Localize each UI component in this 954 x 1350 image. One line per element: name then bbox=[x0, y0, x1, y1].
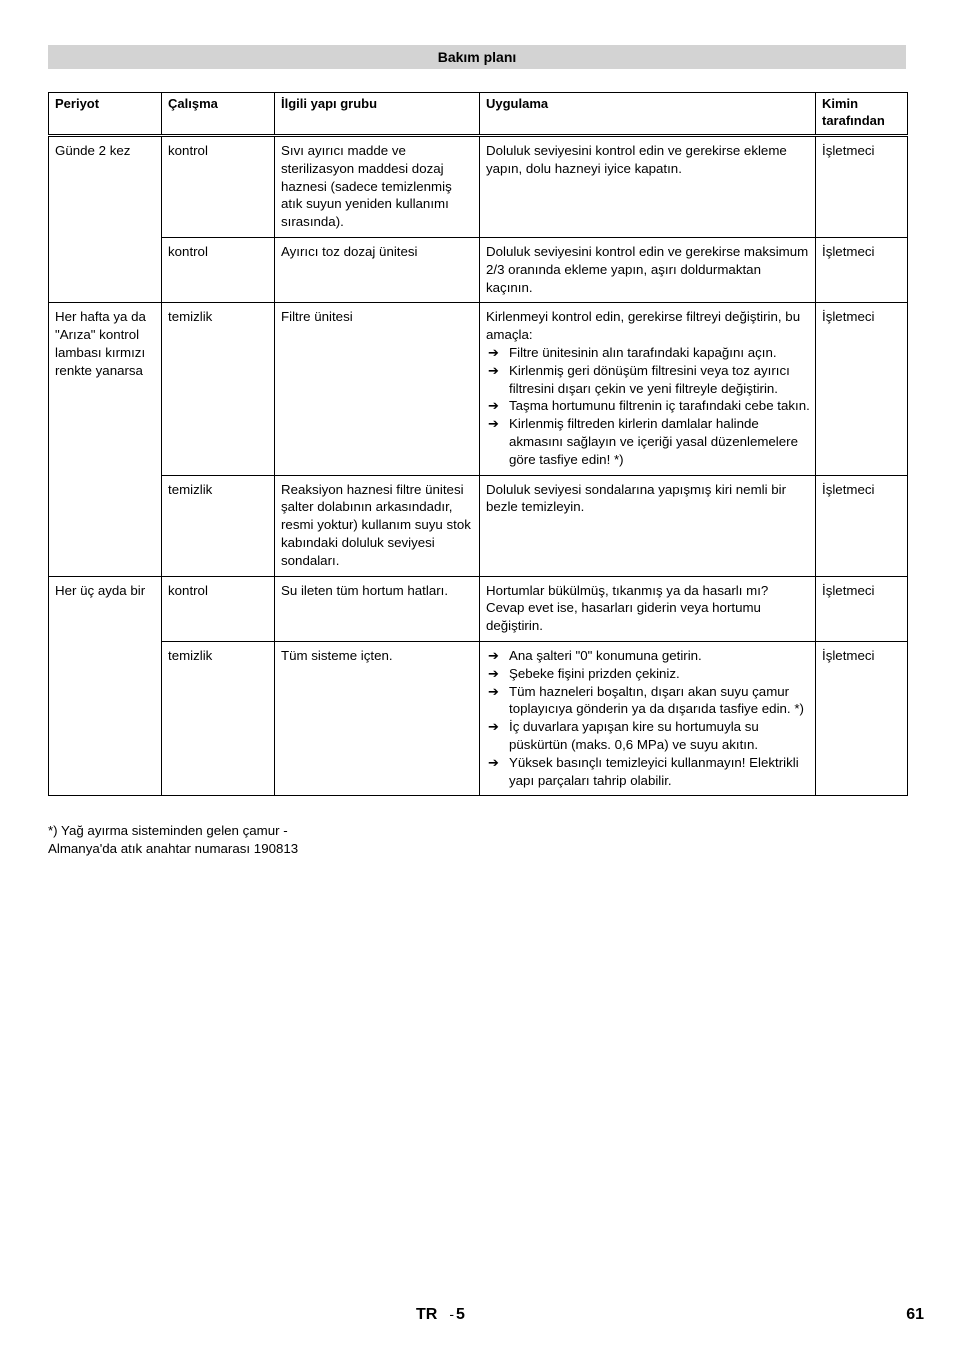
cell-application bbox=[480, 237, 816, 302]
header-period: Periyot bbox=[49, 93, 162, 136]
step-item: ➔ Kirlenmiş geri dönüşüm filtresini veya toz ayırıcı filtresini dışarı çekin ve yeni filtreyle değiştirin. bbox=[488, 362, 790, 396]
footer-section: 5 bbox=[456, 1306, 465, 1323]
cell-period: Her üç ayda bir bbox=[49, 576, 162, 796]
footnote-line: *) Yağ ayırma sisteminden gelen çamur - bbox=[48, 823, 288, 838]
footnote bbox=[48, 822, 298, 858]
table-header-row bbox=[49, 93, 908, 136]
cell-work: temizlik bbox=[162, 641, 275, 795]
cell-work: kontrol bbox=[162, 237, 275, 302]
cell-application bbox=[480, 303, 816, 475]
cell-group: Filtre ünitesi bbox=[275, 303, 480, 475]
cell-period: Her hafta ya da "Arıza" kontrol lambası kırmızı renkte yanarsa bbox=[49, 303, 162, 576]
header-work: Çalışma bbox=[162, 93, 275, 136]
cell-group: Su ileten tüm hortum hatları. bbox=[275, 576, 480, 641]
step-item: ➔ Filtre ünitesinin alın tarafındaki kapağını açın. bbox=[488, 344, 777, 360]
cell-work: temizlik bbox=[162, 303, 275, 475]
page-number: 61 bbox=[906, 1306, 924, 1323]
cell-group: Ayırıcı toz dozaj ünitesi bbox=[275, 237, 480, 302]
arrow-right-icon: ➔ bbox=[488, 362, 499, 378]
step-item: ➔ Ana şalteri "0" konumuna getirin. bbox=[488, 647, 702, 663]
footnote-line: Almanya'da atık anahtar numarası 190813 bbox=[48, 841, 299, 856]
application-text: Hortumlar bükülmüş, tıkanmış ya da hasarlı mı? Cevap evet ise, hasarları giderin veya hortumu değiştirin. bbox=[486, 582, 769, 634]
cell-application bbox=[480, 576, 816, 641]
cell-who: İşletmeci bbox=[816, 136, 908, 238]
step-list bbox=[486, 344, 810, 469]
cell-who: İşletmeci bbox=[816, 475, 908, 576]
table-row bbox=[49, 641, 908, 795]
table-row bbox=[49, 303, 908, 475]
footer-lang: TR bbox=[416, 1306, 438, 1323]
cell-who: İşletmeci bbox=[816, 303, 908, 475]
table-row bbox=[49, 576, 908, 641]
arrow-right-icon: ➔ bbox=[488, 344, 499, 360]
step-item: ➔ Şebeke fişini prizden çekiniz. bbox=[488, 665, 680, 681]
step-item: ➔ İç duvarlara yapışan kire su hortumuyla su püskürtün (maks. 0,6 MPa) ve suyu akıtın. bbox=[488, 719, 759, 752]
step-item: ➔ Kirlenmiş filtreden kirlerin damlalar halinde akmasını sağlayın ve içeriği yasal düzenlemelere göre tasfiye edin! *) bbox=[488, 416, 798, 467]
maintenance-table bbox=[48, 92, 908, 796]
application-text: Doluluk seviyesini kontrol edin ve gerekirse ekleme yapın, dolu hazneyi iyice kapatın. bbox=[486, 143, 787, 176]
application-text: Kirlenmeyi kontrol edin, gerekirse filtreyi değiştirin, bu amaçla: bbox=[486, 309, 801, 343]
cell-who: İşletmeci bbox=[816, 641, 908, 795]
step-list bbox=[486, 647, 810, 789]
arrow-right-icon: ➔ bbox=[488, 647, 499, 663]
header-who: Kimin tarafından bbox=[816, 93, 908, 136]
cell-who: İşletmeci bbox=[816, 576, 908, 641]
header-group: İlgili yapı grubu bbox=[275, 93, 480, 136]
step-item: ➔ Tüm hazneleri boşaltın, dışarı akan suyu çamur toplayıcıya gönderin ya da dışarıda tasfiye edin. *) bbox=[488, 683, 804, 717]
arrow-right-icon: ➔ bbox=[488, 754, 499, 770]
cell-group: Reaksiyon haznesi filtre ünitesi şalter dolabının arkasındadır, resmi yoktur) kullanım suyu stok kabındaki doluluk seviyesi sondaları. bbox=[275, 475, 480, 576]
cell-application bbox=[480, 475, 816, 576]
table-row bbox=[49, 475, 908, 576]
application-text: Doluluk seviyesi sondalarına yapışmış kiri nemli bir bezle temizleyin. bbox=[486, 481, 787, 515]
table-row bbox=[49, 136, 908, 238]
footer-section-label bbox=[416, 1306, 465, 1324]
arrow-right-icon: ➔ bbox=[488, 398, 499, 414]
step-item: ➔ Yüksek basınçlı temizleyici kullanmayın! Elektrikli yapı parçaları tahrip olabilir. bbox=[488, 754, 799, 788]
cell-application bbox=[480, 136, 816, 238]
cell-period: Günde 2 kez bbox=[49, 136, 162, 303]
page-title: Bakım planı bbox=[48, 45, 906, 69]
arrow-right-icon: ➔ bbox=[488, 665, 499, 681]
step-item: ➔ Taşma hortumunu filtrenin iç tarafındaki cebe takın. bbox=[488, 398, 810, 414]
table-row bbox=[49, 237, 908, 302]
cell-who: İşletmeci bbox=[816, 237, 908, 302]
arrow-right-icon: ➔ bbox=[488, 683, 499, 699]
cell-work: temizlik bbox=[162, 475, 275, 576]
cell-work: kontrol bbox=[162, 576, 275, 641]
footer-separator: - bbox=[449, 1306, 454, 1322]
header-application: Uygulama bbox=[480, 93, 816, 136]
cell-application bbox=[480, 641, 816, 795]
cell-group: Tüm sisteme içten. bbox=[275, 641, 480, 795]
application-text: Doluluk seviyesini kontrol edin ve gerekirse maksimum 2/3 oranında ekleme yapın, aşırı doldurmaktan kaçının. bbox=[486, 243, 809, 295]
arrow-right-icon: ➔ bbox=[488, 416, 499, 432]
cell-group: Sıvı ayırıcı madde ve sterilizasyon maddesi dozaj haznesi (sadece temizlenmiş atık suyun yeniden kullanımı sırasında). bbox=[275, 136, 480, 238]
arrow-right-icon: ➔ bbox=[488, 719, 499, 735]
cell-work: kontrol bbox=[162, 136, 275, 238]
